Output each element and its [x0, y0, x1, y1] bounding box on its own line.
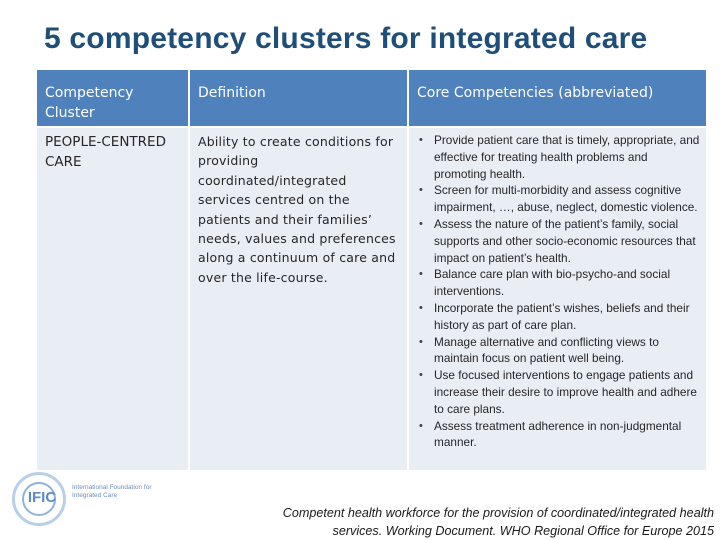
bullet-icon: • — [419, 335, 423, 348]
table-header-row — [37, 70, 706, 126]
list-item — [417, 216, 702, 266]
competency-text: Use focused interventions to engage patients and increase their desire to improve health and adhere to care plans. — [434, 368, 697, 416]
bullet-icon: • — [419, 301, 423, 314]
bullet-icon: • — [419, 268, 423, 281]
list-item — [417, 182, 702, 216]
cluster-name: PEOPLE-CENTRED CARE — [45, 134, 166, 170]
list-item — [417, 334, 702, 368]
header-definition: Definition — [198, 85, 266, 101]
competency-text: Balance care plan with bio-psycho-and social interventions. — [434, 267, 671, 299]
bullet-icon: • — [419, 184, 423, 197]
bullet-icon: • — [419, 369, 423, 382]
competency-text: Screen for multi-morbidity and assess cognitive impairment, …, abuse, neglect, domestic violence. — [434, 183, 698, 215]
list-item — [417, 300, 702, 334]
bullet-icon: • — [419, 134, 423, 146]
ific-logo — [6, 470, 166, 532]
column-divider — [407, 128, 409, 470]
competency-text: Assess the nature of the patient’s family, social supports and other socio-economic resources that impact on patient’s health. — [434, 216, 696, 265]
column-divider — [188, 128, 190, 470]
list-item — [417, 418, 702, 452]
competency-text: Assess treatment adherence in non-judgmental manner. — [434, 418, 682, 450]
core-competencies-cell — [417, 132, 702, 451]
source-citation: Competent health workforce for the provision of coordinated/integrated health services. Working Document. WHO Regional Office for Europe 2015 — [282, 506, 714, 538]
header-core-competencies: Core Competencies (abbreviated) — [417, 85, 654, 101]
competency-text: Provide patient care that is timely, appropriate, and effective for treating health problems and promoting health. — [434, 133, 700, 181]
column-divider — [188, 70, 190, 126]
column-divider — [407, 70, 409, 126]
logo-mark: IFIC — [27, 489, 57, 506]
bullet-icon: • — [419, 419, 423, 432]
cluster-definition: Ability to create conditions for providing coordinated/integrated services centred on the patients and their families’ needs, values and preferences along a continuum of care and over the life-course. — [198, 134, 396, 285]
logo-text: International Foundation for Integrated Care — [72, 484, 152, 499]
list-item — [417, 266, 702, 300]
header-competency-cluster: Competency Cluster — [45, 85, 134, 121]
list-item — [417, 367, 702, 417]
bullet-icon: • — [419, 217, 423, 230]
table-row — [37, 128, 706, 470]
competency-text: Incorporate the patient’s wishes, beliefs and their history as part of care plan. — [434, 300, 690, 332]
slide-title: 5 competency clusters for integrated care — [44, 22, 648, 55]
list-item — [417, 132, 702, 182]
competency-text: Manage alternative and conflicting views to maintain focus on patient well being. — [434, 334, 659, 366]
competency-list — [417, 132, 702, 451]
